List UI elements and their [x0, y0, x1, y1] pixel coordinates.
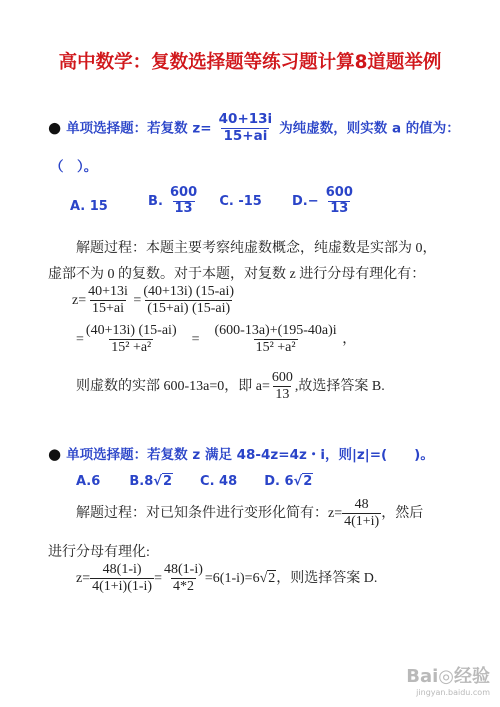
- question-2-options: [76, 474, 313, 489]
- option-a[interactable]: A. 15: [70, 199, 108, 214]
- sqrt-radicand: 2: [303, 474, 313, 489]
- fraction: [213, 323, 339, 356]
- fraction-numerator: 600: [170, 185, 198, 200]
- equals-sign: =: [133, 292, 142, 308]
- fraction-denominator: 13: [174, 200, 193, 216]
- solution-1-formula-2: [76, 323, 356, 356]
- equals-sign: =: [76, 331, 84, 347]
- question-1-line2: （ ）。: [50, 159, 98, 175]
- option-a[interactable]: A.6: [76, 474, 101, 489]
- fraction-numerator: (40+13i) (15-ai): [85, 323, 177, 338]
- question-1: [48, 112, 460, 144]
- fraction-denominator: 15² +a²: [111, 340, 152, 356]
- equals-sign: =: [191, 331, 200, 347]
- fraction-numerator: 48(1-i): [102, 562, 142, 577]
- fraction-denominator: 15² +a²: [255, 340, 296, 356]
- solution-2-line2: 进行分母有理化:: [48, 545, 150, 560]
- z-equals: z=: [76, 570, 91, 586]
- conclusion-suffix: ,故选择答案 B.: [294, 378, 385, 394]
- fraction: [141, 284, 236, 317]
- watermark-logo: [406, 662, 490, 697]
- bullet-icon: ●: [48, 445, 62, 463]
- answer-text: ，则选择答案 D.: [276, 570, 378, 586]
- option-c[interactable]: C. -15: [219, 193, 262, 209]
- question-1-prefix: 单项选择题：若复数 z=: [66, 120, 212, 137]
- option-b-label[interactable]: B.: [148, 193, 163, 209]
- equals-sign: =: [154, 570, 163, 586]
- result-text: =6(1-i)=6: [204, 570, 260, 586]
- option-d-label: D. 6: [264, 474, 294, 489]
- fraction-numerator: 48: [354, 497, 369, 512]
- fraction-denominator: 15+ai: [223, 127, 268, 144]
- option-d-label[interactable]: D.−: [292, 193, 319, 209]
- sqrt-symbol: √2: [293, 474, 313, 489]
- option-d[interactable]: [264, 474, 313, 489]
- fraction: [162, 562, 205, 595]
- option-d-fraction: [324, 186, 355, 217]
- question-1-fraction: [217, 112, 275, 144]
- fraction-numerator: (600-13a)+(195-40a)i: [214, 323, 337, 338]
- fraction-denominator: (15+ai) (15-ai): [147, 301, 231, 317]
- comma: ，: [342, 331, 357, 347]
- bullet-icon: ●: [48, 118, 62, 137]
- fraction-numerator: 40+13i: [218, 111, 273, 127]
- fraction-denominator: 4*2: [172, 579, 194, 595]
- fraction: [270, 370, 295, 403]
- question-1-suffix: 为纯虚数，则实数 a 的值为：: [279, 120, 460, 137]
- fraction-denominator: 4(1+i)(1-i): [92, 579, 153, 595]
- fraction: [342, 497, 381, 530]
- watermark-text: Bai◎经验: [406, 666, 490, 687]
- solution-1-formula-1: [72, 284, 236, 317]
- question-2-text: 单项选择题：若复数 z 满足 48-4z=4z・i，则|z|=( )。: [66, 447, 434, 463]
- fraction-numerator: 600: [325, 185, 353, 200]
- fraction-numerator: (40+13i) (15-ai): [143, 284, 235, 299]
- fraction-numerator: 600: [271, 370, 293, 385]
- option-b[interactable]: [129, 474, 173, 489]
- fraction-denominator: 15+ai: [92, 301, 124, 317]
- fraction: [86, 284, 130, 317]
- sqrt-symbol: √2: [153, 474, 172, 489]
- solution-1-line2: 虚部不为 0 的复数。对于本题，对复数 z 进行分母有理化有：: [48, 267, 426, 282]
- sqrt-symbol: √2: [259, 570, 276, 586]
- solution-2-suffix: ，然后: [381, 505, 424, 521]
- sqrt-radicand: 2: [162, 474, 172, 489]
- question-1-options: [70, 186, 355, 217]
- solution-2-formula: [76, 562, 377, 595]
- fraction-denominator: 13: [275, 387, 290, 403]
- fraction-numerator: 40+13i: [88, 284, 128, 299]
- watermark-url: jingyan.baidu.com: [416, 688, 490, 697]
- conclusion-prefix: 则虚数的实部 600-13a=0，即 a=: [76, 378, 270, 394]
- fraction: [84, 323, 179, 356]
- fraction-denominator: 4(1+i): [344, 514, 380, 530]
- solution-1-line1: 解题过程：本题主要考察纯虚数概念，纯虚数是实部为 0，: [76, 241, 437, 256]
- fraction-denominator: 13: [330, 200, 349, 216]
- fraction-numerator: 48(1-i): [164, 562, 203, 577]
- solution-1-conclusion: [76, 370, 385, 403]
- solution-2-prefix: 解题过程：对已知条件进行变形化简有：z=: [76, 505, 343, 521]
- z-equals: z=: [72, 292, 87, 308]
- option-b-fraction: [168, 186, 199, 217]
- page-title: 高中数学：复数选择题等练习题计算8道题举例: [58, 52, 442, 73]
- question-2: [48, 443, 434, 463]
- sqrt-radicand: 2: [268, 570, 276, 586]
- solution-2-line1: [76, 497, 423, 530]
- option-b-label: B.8: [129, 474, 154, 489]
- option-c[interactable]: C. 48: [200, 474, 238, 489]
- fraction: [90, 562, 154, 595]
